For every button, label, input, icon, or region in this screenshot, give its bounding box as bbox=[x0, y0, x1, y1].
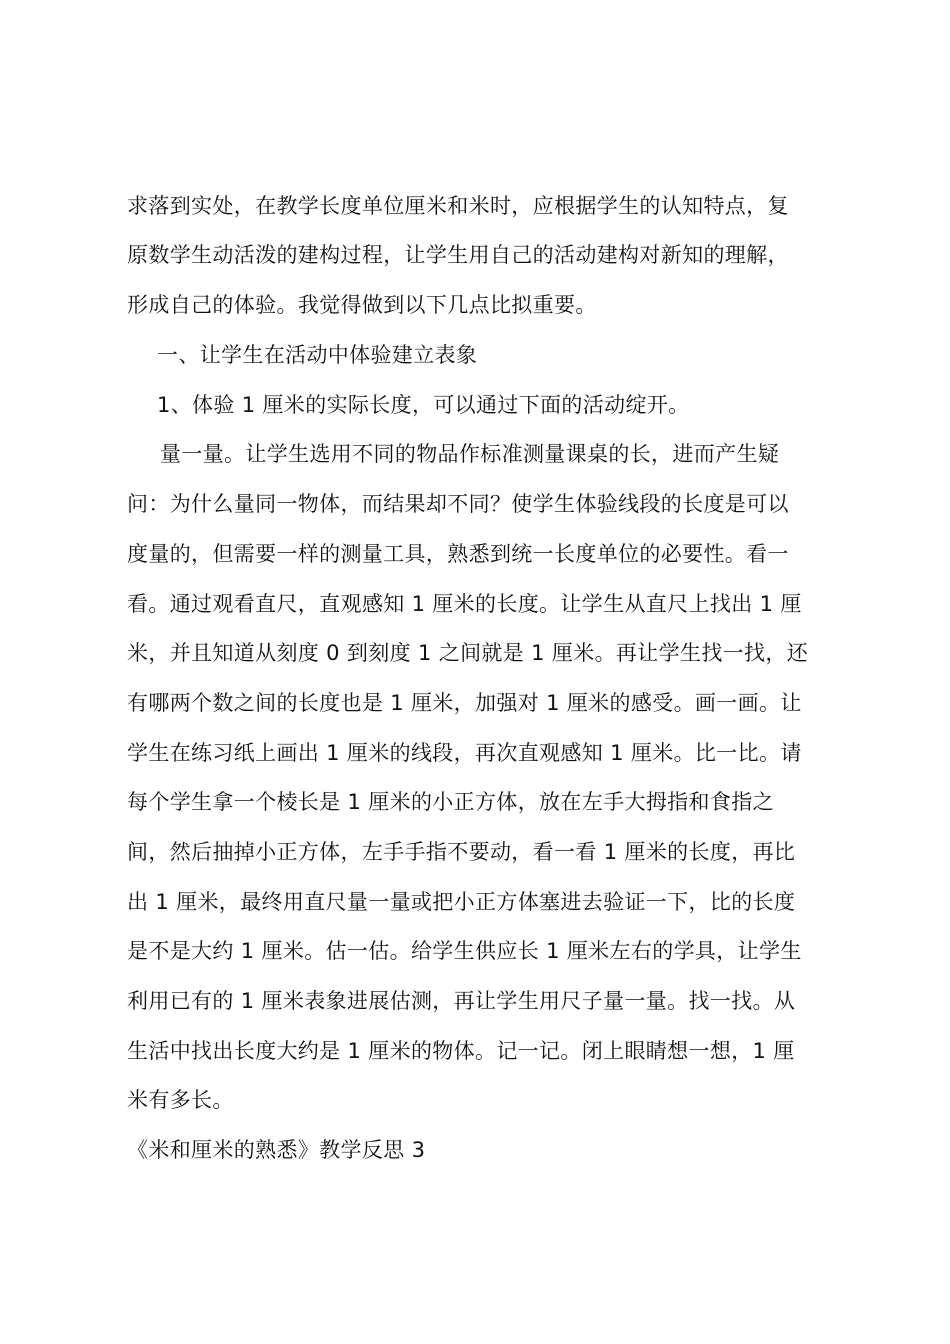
activities-line-3: 度量的，但需要一样的测量工具，熟悉到统一长度单位的必要性。看一 bbox=[127, 542, 789, 566]
activities-line-9: 间，然后抽掉小正方体，左手手指不要动，看一看 1 厘米的长度，再比 bbox=[127, 840, 796, 864]
intro-line-1: 求落到实处，在教学长度单位厘米和米时，应根据学生的认知特点，复 bbox=[127, 194, 789, 218]
activities-line-14: 米有多长。 bbox=[127, 1088, 234, 1112]
activities-line-8: 每个学生拿一个棱长是 1 厘米的小正方体，放在左手大拇指和食指之 bbox=[127, 790, 774, 814]
section-heading: 一、让学生在活动中体验建立表象 bbox=[157, 343, 478, 367]
activities-line-13: 生活中找出长度大约是 1 厘米的物体。记一记。闭上眼睛想一想，1 厘 bbox=[127, 1039, 795, 1063]
activities-line-1: 量一量。让学生选用不同的物品作标准测量课桌的长，进而产生疑 bbox=[160, 442, 780, 466]
activities-line-6: 有哪两个数之间的长度也是 1 厘米，加强对 1 厘米的感受。画一画。让 bbox=[127, 691, 802, 715]
activities-line-7: 学生在练习纸上画出 1 厘米的线段，再次直观感知 1 厘米。比一比。请 bbox=[127, 741, 802, 765]
intro-line-3: 形成自己的体验。我觉得做到以下几点比拟重要。 bbox=[127, 293, 597, 317]
activities-line-10: 出 1 厘米，最终用直尺量一量或把小正方体塞进去验证一下，比的长度 bbox=[127, 890, 796, 914]
activities-line-5: 米，并且知道从刻度 0 到刻度 1 之间就是 1 厘米。再让学生找一找，还 bbox=[127, 641, 809, 665]
activities-line-2: 问：为什么量同一物体，而结果却不同？使学生体验线段的长度是可以 bbox=[127, 492, 789, 516]
next-section-title: 《米和厘米的熟悉》教学反思 3 bbox=[127, 1138, 426, 1162]
activities-line-12: 利用已有的 1 厘米表象进展估测，再让学生用尺子量一量。找一找。从 bbox=[127, 989, 796, 1013]
activities-line-11: 是不是大约 1 厘米。估一估。给学生供应长 1 厘米左右的学具，让学生 bbox=[127, 939, 802, 963]
subheading: 1、体验 1 厘米的实际长度，可以通过下面的活动绽开。 bbox=[157, 393, 690, 417]
intro-line-2: 原数学生动活泼的建构过程，让学生用自己的活动建构对新知的理解， bbox=[127, 243, 789, 267]
activities-line-4: 看。通过观看直尺，直观感知 1 厘米的长度。让学生从直尺上找出 1 厘 bbox=[127, 592, 802, 616]
